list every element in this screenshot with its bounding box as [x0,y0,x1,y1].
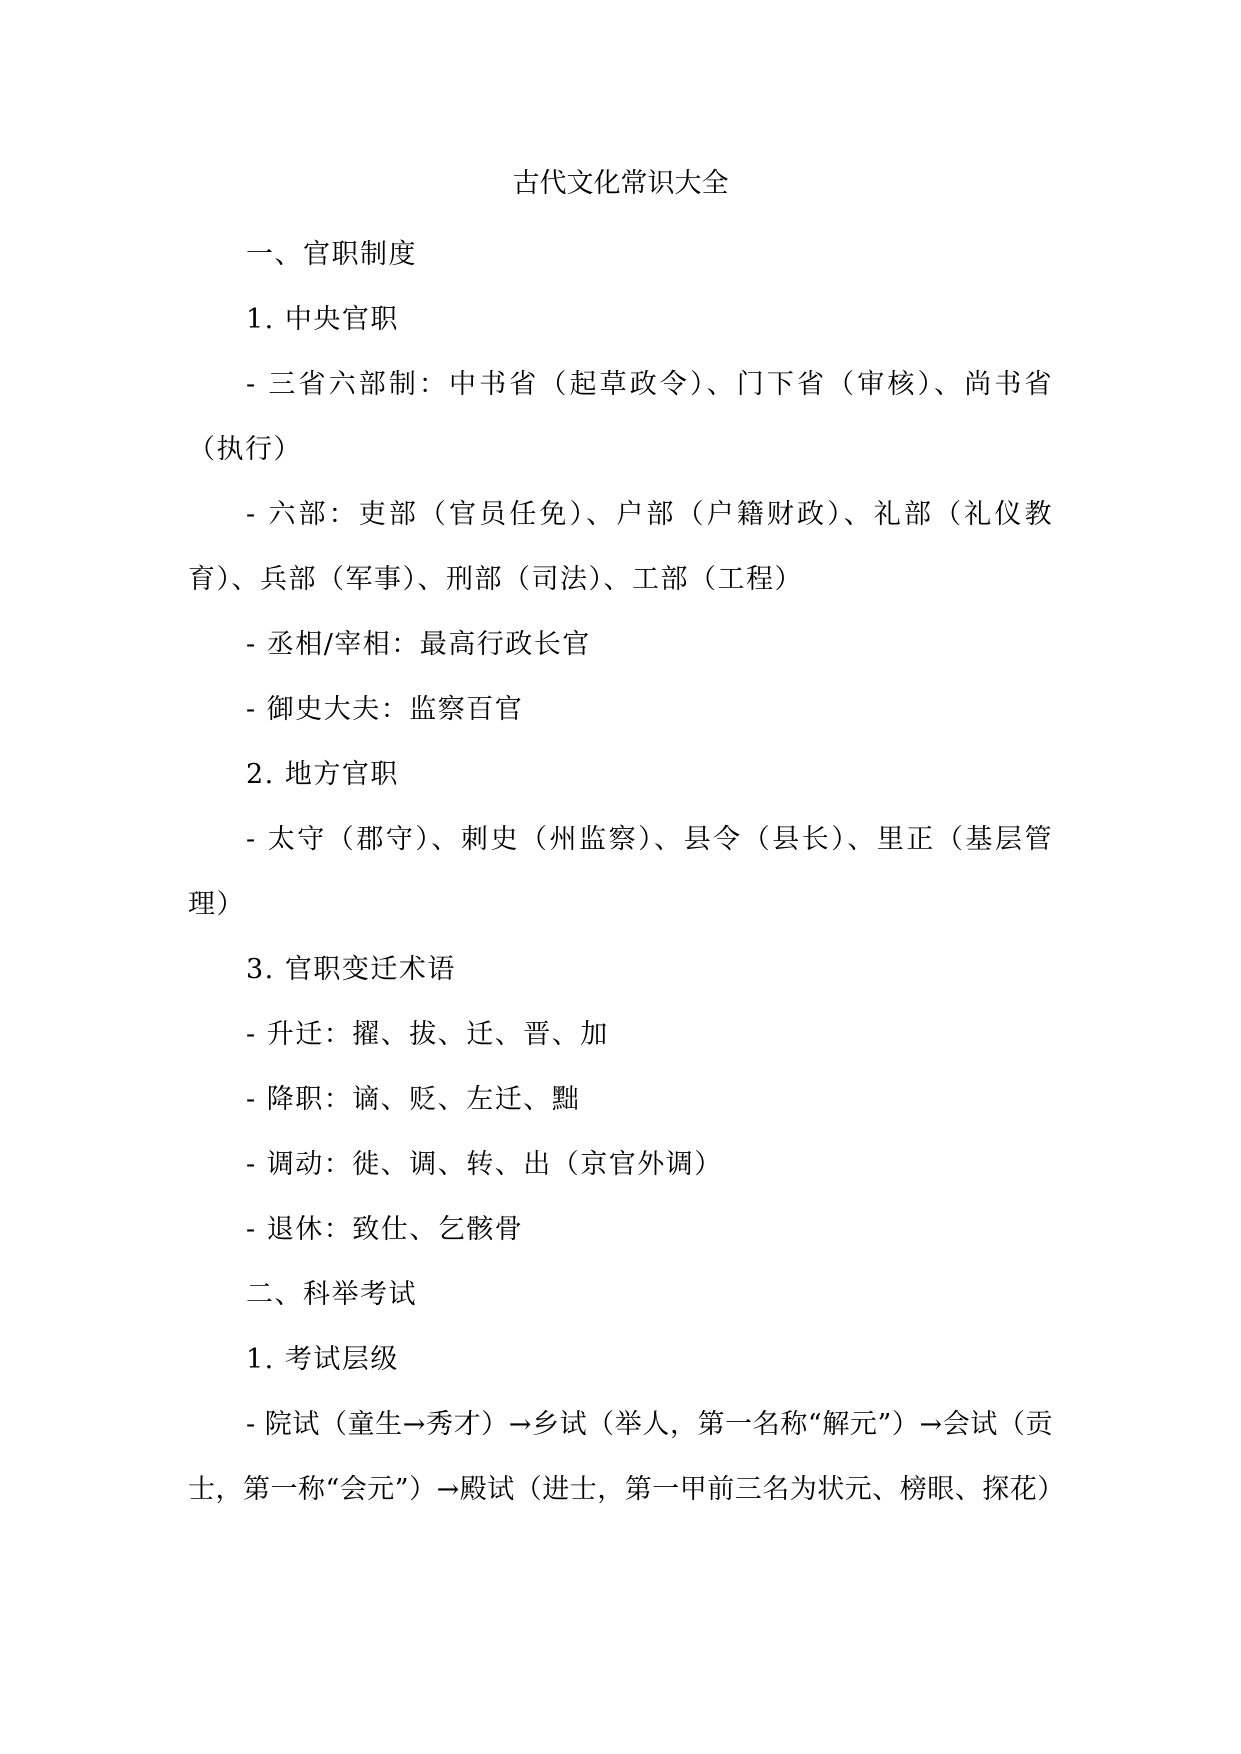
section-heading: 二、科举考试 [246,1279,417,1310]
subsection-heading: 1. 考试层级 [246,1344,399,1375]
list-item: - 太守（郡守）、刺史（州监察）、县令（县长）、里正（基层管理） [188,824,1053,920]
list-item: - 御史大夫：监察百官 [246,694,524,725]
list-item: - 院试（童生→秀才）→乡试（举人，第一名称“解元”）→会试（贡士，第一称“会元”）→殿试（进士，第一甲前三名为状元、榜眼、探花） [188,1409,1065,1505]
list-item: - 退休：致仕、乞骸骨 [246,1214,524,1245]
subsection-heading: 2. 地方官职 [246,759,399,790]
list-item: - 六部：吏部（官员任免）、户部（户籍财政）、礼部（礼仪教育）、兵部（军事）、刑部（司法）、工部（工程） [188,499,1053,595]
document-body [188,157,1065,1522]
list-item: - 调动：徙、调、转、出（京官外调） [246,1149,723,1180]
list-item: - 丞相/宰相：最高行政长官 [246,629,591,660]
list-item: - 升迁：擢、拔、迁、晋、加 [246,1019,609,1050]
section-heading: 一、官职制度 [246,239,417,270]
subsection-heading: 3. 官职变迁术语 [246,954,456,985]
subsection-heading: 1. 中央官职 [246,304,399,335]
list-item: - 降职：谪、贬、左迁、黜 [246,1084,581,1115]
document-title: 古代文化常识大全 [512,168,729,199]
list-item: - 三省六部制：中书省（起草政令）、门下省（审核）、尚书省（执行） [188,369,1053,465]
